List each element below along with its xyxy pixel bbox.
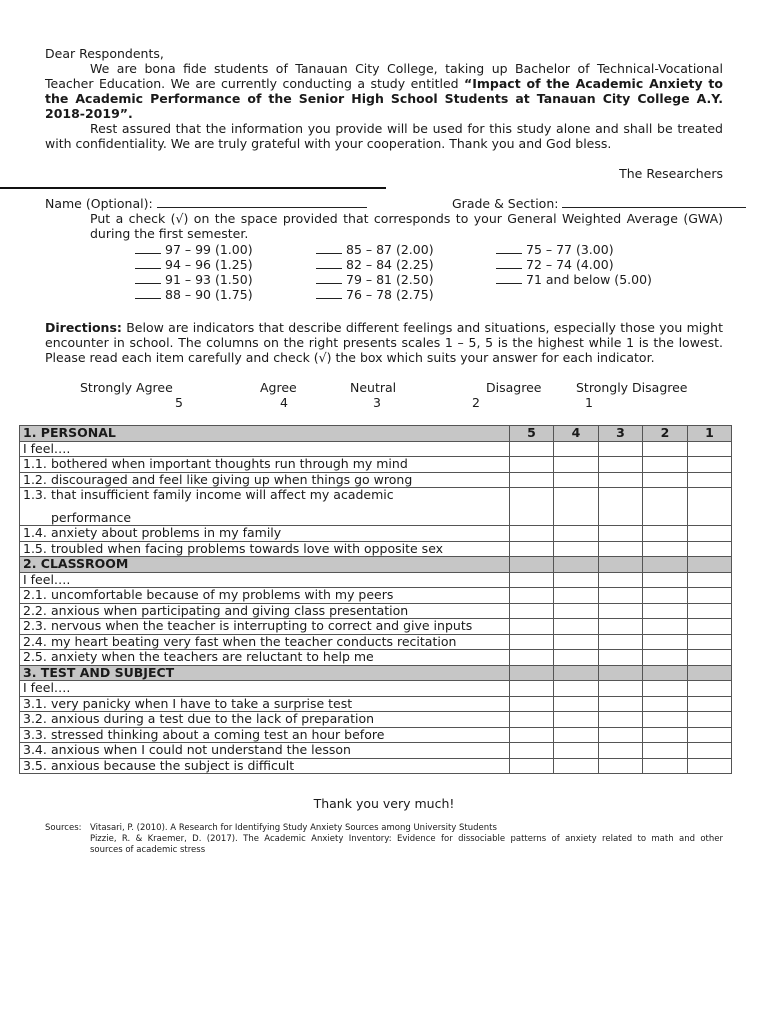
gwa-check-blank[interactable] — [496, 242, 522, 254]
item-text: anxiety when the teachers are reluctant to help me — [51, 649, 374, 664]
table-row — [20, 634, 732, 650]
item-text: anxious because the subject is difficult — [51, 757, 295, 773]
sources-label: Sources: — [45, 823, 82, 833]
score-checkbox[interactable] — [643, 743, 688, 759]
gwa-option-label: 76 – 78 (2.75) — [346, 287, 434, 302]
study-title-part-3: 2018-2019”. — [45, 106, 133, 121]
gwa-check-blank[interactable] — [135, 287, 161, 299]
gwa-check-blank[interactable] — [496, 257, 522, 269]
gwa-check-blank[interactable] — [316, 257, 342, 269]
scale-number-1: 1 — [585, 395, 593, 410]
score-checkbox[interactable] — [599, 743, 643, 759]
scale-number-5: 5 — [175, 395, 183, 410]
score-header: 4 — [554, 426, 599, 442]
lead-row — [20, 572, 732, 588]
lead-text: I feel…. — [20, 441, 510, 457]
gwa-option — [496, 272, 652, 287]
item-cell — [20, 603, 510, 619]
gwa-option — [135, 287, 253, 302]
score-checkbox[interactable] — [599, 441, 643, 457]
section-title: 3. TEST AND SUBJECT — [20, 665, 510, 681]
divider-line — [0, 187, 386, 189]
item-cell — [20, 712, 510, 728]
score-checkbox[interactable] — [599, 712, 643, 728]
item-cell — [20, 457, 510, 473]
score-checkbox[interactable] — [643, 712, 688, 728]
score-checkbox[interactable] — [510, 588, 554, 604]
item-cell — [20, 634, 510, 650]
score-checkbox[interactable] — [554, 758, 599, 774]
table-row — [20, 603, 732, 619]
score-checkbox[interactable] — [688, 727, 732, 743]
gwa-option-label: 79 – 81 (2.50) — [346, 272, 434, 287]
score-checkbox[interactable] — [688, 758, 732, 774]
item-text: that insufficient family income will affect my academic — [51, 487, 394, 502]
item-number: 3.1. — [23, 695, 47, 711]
gwa-instruction-line-1: Put a check (√) on the space provided that corresponds to your General Weighted Average (GWA) — [90, 211, 723, 226]
score-checkbox[interactable] — [510, 743, 554, 759]
score-checkbox[interactable] — [599, 603, 643, 619]
item-text: uncomfortable because of my problems with my peers — [51, 587, 394, 602]
score-checkbox[interactable] — [688, 634, 732, 650]
score-checkbox[interactable] — [688, 457, 732, 473]
item-cell — [20, 743, 510, 759]
source-1: Vitasari, P. (2010). A Research for Identifying Study Anxiety Sources among University Students — [90, 823, 497, 833]
source-2-cont: sources of academic stress — [90, 845, 206, 855]
item-text: troubled when facing problems towards love with opposite sex — [51, 540, 444, 556]
item-cell — [20, 472, 510, 488]
section-title: 1. PERSONAL — [20, 426, 510, 442]
lead-text: I feel…. — [20, 572, 510, 588]
score-checkbox[interactable] — [688, 472, 732, 488]
score-checkbox[interactable] — [643, 441, 688, 457]
item-number: 3.5. — [23, 757, 47, 773]
score-checkbox[interactable] — [599, 572, 643, 588]
lead-text: I feel…. — [20, 681, 510, 697]
score-checkbox[interactable] — [643, 727, 688, 743]
item-number: 2.4. — [23, 633, 47, 649]
score-checkbox[interactable] — [510, 758, 554, 774]
score-checkbox[interactable] — [688, 588, 732, 604]
gwa-check-blank[interactable] — [135, 242, 161, 254]
gwa-option — [135, 272, 253, 287]
score-checkbox[interactable] — [599, 588, 643, 604]
name-field-row — [45, 196, 367, 211]
closing-thanks: Thank you very much! — [313, 796, 455, 811]
item-text-continued: performance — [51, 510, 132, 525]
score-checkbox[interactable] — [554, 472, 599, 488]
score-checkbox[interactable] — [554, 712, 599, 728]
scale-number-4: 4 — [280, 395, 288, 410]
questionnaire-table — [19, 425, 732, 774]
item-text: my heart beating very fast when the teacher conducts recitation — [51, 633, 457, 649]
item-text: nervous when the teacher is interrupting to correct and give inputs — [51, 618, 473, 633]
score-checkbox[interactable] — [688, 681, 732, 697]
score-checkbox[interactable] — [554, 441, 599, 457]
score-checkbox[interactable] — [554, 488, 599, 526]
gwa-check-blank[interactable] — [316, 287, 342, 299]
signature: The Researchers — [619, 166, 723, 181]
score-checkbox[interactable] — [599, 488, 643, 526]
score-checkbox[interactable] — [510, 634, 554, 650]
gwa-option — [316, 272, 434, 287]
gwa-check-blank[interactable] — [135, 257, 161, 269]
item-cell — [20, 758, 510, 774]
score-checkbox[interactable] — [643, 457, 688, 473]
score-checkbox[interactable] — [554, 603, 599, 619]
gwa-option-label: 71 and below (5.00) — [526, 272, 652, 287]
score-checkbox[interactable] — [599, 727, 643, 743]
score-checkbox[interactable] — [643, 526, 688, 542]
score-checkbox[interactable] — [554, 650, 599, 666]
grade-section-label: Grade & Section: — [452, 196, 559, 211]
score-header — [510, 557, 554, 573]
section-title: 2. CLASSROOM — [20, 557, 510, 573]
score-checkbox[interactable] — [554, 696, 599, 712]
item-cell — [20, 727, 510, 743]
gwa-instruction-line-2: during the first semester. — [90, 226, 249, 241]
table-row — [20, 650, 732, 666]
table-row — [20, 588, 732, 604]
gwa-option-label: 75 – 77 (3.00) — [526, 242, 614, 257]
directions-line-1: Directions: Below are indicators that describe different feelings and situations, especially those you might — [45, 320, 723, 335]
score-checkbox[interactable] — [688, 619, 732, 635]
scale-number-3: 3 — [373, 395, 381, 410]
study-title-part-1: “Impact of the Academic Anxiety to — [464, 76, 723, 91]
gwa-option — [316, 287, 434, 302]
score-checkbox[interactable] — [510, 441, 554, 457]
score-checkbox[interactable] — [643, 572, 688, 588]
gwa-option — [496, 242, 614, 257]
score-checkbox[interactable] — [688, 526, 732, 542]
item-text: bothered when important thoughts run through my mind — [51, 456, 408, 471]
score-header — [688, 665, 732, 681]
score-header — [554, 557, 599, 573]
score-checkbox[interactable] — [554, 457, 599, 473]
item-cell — [20, 619, 510, 635]
item-number: 3.2. — [23, 711, 47, 726]
item-cell — [20, 588, 510, 604]
table-row — [20, 541, 732, 557]
name-label: Name (Optional): — [45, 196, 153, 211]
section-header-row — [20, 557, 732, 573]
sources — [45, 823, 723, 856]
item-cell — [20, 650, 510, 666]
score-checkbox[interactable] — [554, 619, 599, 635]
gwa-check-blank[interactable] — [316, 272, 342, 284]
gwa-check-blank[interactable] — [316, 242, 342, 254]
table-row — [20, 457, 732, 473]
item-number: 1.2. — [23, 471, 47, 487]
item-cell — [20, 541, 510, 557]
item-text: stressed thinking about a coming test an hour before — [51, 726, 385, 742]
item-number: 1.5. — [23, 540, 47, 556]
item-number: 2.1. — [23, 587, 47, 602]
score-checkbox[interactable] — [643, 619, 688, 635]
table-row — [20, 727, 732, 743]
score-checkbox[interactable] — [643, 472, 688, 488]
score-checkbox[interactable] — [643, 603, 688, 619]
score-checkbox[interactable] — [510, 526, 554, 542]
score-checkbox[interactable] — [510, 572, 554, 588]
letter-paragraph-1-line-1: We are bona fide students of Tanauan City College, taking up Bachelor of Technical-Vocational — [90, 61, 723, 76]
item-number: 2.2. — [23, 602, 47, 618]
scale-label-3: Neutral — [350, 380, 397, 395]
score-checkbox[interactable] — [554, 541, 599, 557]
score-checkbox[interactable] — [643, 588, 688, 604]
score-checkbox[interactable] — [688, 650, 732, 666]
table-row — [20, 526, 732, 542]
name-input[interactable] — [157, 196, 367, 208]
letter-paragraph-2-line-1: Rest assured that the information you provide will be used for this study alone and shall be treated — [90, 121, 723, 136]
score-checkbox[interactable] — [688, 712, 732, 728]
gwa-option — [135, 242, 253, 257]
item-number: 1.1. — [23, 456, 47, 471]
scale-label-1: Strongly Disagree — [576, 380, 688, 395]
score-checkbox[interactable] — [510, 650, 554, 666]
item-cell — [20, 488, 510, 526]
score-checkbox[interactable] — [643, 634, 688, 650]
item-cell — [20, 526, 510, 542]
score-header — [643, 557, 688, 573]
score-checkbox[interactable] — [688, 603, 732, 619]
section-header-row — [20, 426, 732, 442]
score-checkbox[interactable] — [688, 488, 732, 526]
item-number: 2.5. — [23, 649, 47, 664]
score-checkbox[interactable] — [554, 588, 599, 604]
item-number: 1.4. — [23, 525, 47, 540]
score-checkbox[interactable] — [510, 727, 554, 743]
grade-field-row — [452, 196, 746, 211]
score-checkbox[interactable] — [599, 650, 643, 666]
score-checkbox[interactable] — [554, 743, 599, 759]
item-number: 3.3. — [23, 726, 47, 742]
score-checkbox[interactable] — [599, 472, 643, 488]
study-title-part-2: the Academic Performance of the Senior High School Students at Tanauan City College A.Y. — [45, 91, 723, 106]
directions-line-3: Please read each item carefully and check (√) the box which suits your answer for each indicator. — [45, 350, 655, 365]
score-checkbox[interactable] — [599, 619, 643, 635]
gwa-option — [135, 257, 253, 272]
score-header: 1 — [688, 426, 732, 442]
gwa-option-label: 88 – 90 (1.75) — [165, 287, 253, 302]
score-checkbox[interactable] — [688, 541, 732, 557]
score-checkbox[interactable] — [688, 696, 732, 712]
salutation: Dear Respondents, — [45, 46, 164, 61]
gwa-option-label: 97 – 99 (1.00) — [165, 242, 253, 257]
table-row — [20, 488, 732, 526]
table-row — [20, 758, 732, 774]
scale-label-2: Disagree — [486, 380, 542, 395]
score-header: 5 — [510, 426, 554, 442]
item-number: 3.4. — [23, 742, 47, 757]
item-text: very panicky when I have to take a surprise test — [51, 695, 353, 711]
scale-label-4: Agree — [260, 380, 297, 395]
letter-paragraph-1-line-2: Teacher Education. We are currently conducting a study entitled “Impact of the Academic Anxiety to — [45, 76, 723, 91]
score-checkbox[interactable] — [599, 634, 643, 650]
gwa-option-label: 82 – 84 (2.25) — [346, 257, 434, 272]
gwa-option — [316, 242, 434, 257]
directions-label: Directions: — [45, 320, 122, 335]
score-checkbox[interactable] — [599, 696, 643, 712]
score-checkbox[interactable] — [554, 572, 599, 588]
score-header — [554, 665, 599, 681]
score-checkbox[interactable] — [688, 441, 732, 457]
score-checkbox[interactable] — [643, 488, 688, 526]
source-2: Pizzie, R. & Kraemer, D. (2017). The Academic Anxiety Inventory: Evidence for dissociable patterns of anxiety related to math and other — [90, 834, 723, 844]
score-checkbox[interactable] — [643, 696, 688, 712]
item-text: anxiety about problems in my family — [51, 525, 282, 540]
scale-label-5: Strongly Agree — [80, 380, 173, 395]
score-checkbox[interactable] — [510, 619, 554, 635]
letter-paragraph-2-line-2: with confidentiality. We are truly grateful with your cooperation. Thank you and God bless. — [45, 136, 612, 151]
table-row — [20, 472, 732, 488]
item-text: discouraged and feel like giving up when things go wrong — [51, 471, 413, 487]
score-checkbox[interactable] — [554, 727, 599, 743]
score-header — [599, 557, 643, 573]
score-checkbox[interactable] — [510, 541, 554, 557]
score-checkbox[interactable] — [688, 572, 732, 588]
grade-section-input[interactable] — [562, 196, 746, 208]
score-checkbox[interactable] — [599, 681, 643, 697]
directions-line-2: encounter in school. The columns on the right presents scales 1 – 5, 5 is the highest while 1 is the lowest. — [45, 335, 723, 350]
score-checkbox[interactable] — [688, 743, 732, 759]
score-checkbox[interactable] — [599, 758, 643, 774]
score-checkbox[interactable] — [643, 681, 688, 697]
score-checkbox[interactable] — [599, 541, 643, 557]
scale-number-2: 2 — [472, 395, 480, 410]
table-row — [20, 619, 732, 635]
table-row — [20, 712, 732, 728]
item-text: anxious when participating and giving class presentation — [51, 602, 409, 618]
score-checkbox[interactable] — [554, 681, 599, 697]
table-row — [20, 696, 732, 712]
score-header — [643, 665, 688, 681]
item-number: 1.3. — [23, 487, 47, 502]
gwa-option-label: 91 – 93 (1.50) — [165, 272, 253, 287]
score-checkbox[interactable] — [510, 681, 554, 697]
score-checkbox[interactable] — [510, 696, 554, 712]
score-header: 3 — [599, 426, 643, 442]
gwa-option-label: 72 – 74 (4.00) — [526, 257, 614, 272]
score-checkbox[interactable] — [510, 603, 554, 619]
gwa-option-label: 85 – 87 (2.00) — [346, 242, 434, 257]
gwa-option — [496, 257, 614, 272]
score-header — [688, 557, 732, 573]
gwa-option — [316, 257, 434, 272]
lead-row — [20, 681, 732, 697]
score-header: 2 — [643, 426, 688, 442]
score-checkbox[interactable] — [599, 457, 643, 473]
score-checkbox[interactable] — [510, 472, 554, 488]
section-header-row — [20, 665, 732, 681]
gwa-option-label: 94 – 96 (1.25) — [165, 257, 253, 272]
score-checkbox[interactable] — [599, 526, 643, 542]
score-checkbox[interactable] — [510, 457, 554, 473]
gwa-check-blank[interactable] — [135, 272, 161, 284]
score-checkbox[interactable] — [643, 541, 688, 557]
item-text: anxious when I could not understand the lesson — [51, 742, 351, 757]
item-text: anxious during a test due to the lack of preparation — [51, 711, 375, 726]
score-checkbox[interactable] — [554, 526, 599, 542]
gwa-check-blank[interactable] — [496, 272, 522, 284]
item-cell — [20, 696, 510, 712]
score-checkbox[interactable] — [643, 758, 688, 774]
score-header — [510, 665, 554, 681]
score-checkbox[interactable] — [643, 650, 688, 666]
score-checkbox[interactable] — [510, 488, 554, 526]
item-number: 2.3. — [23, 618, 47, 633]
score-checkbox[interactable] — [510, 712, 554, 728]
lead-row — [20, 441, 732, 457]
table-row — [20, 743, 732, 759]
score-header — [599, 665, 643, 681]
score-checkbox[interactable] — [554, 634, 599, 650]
